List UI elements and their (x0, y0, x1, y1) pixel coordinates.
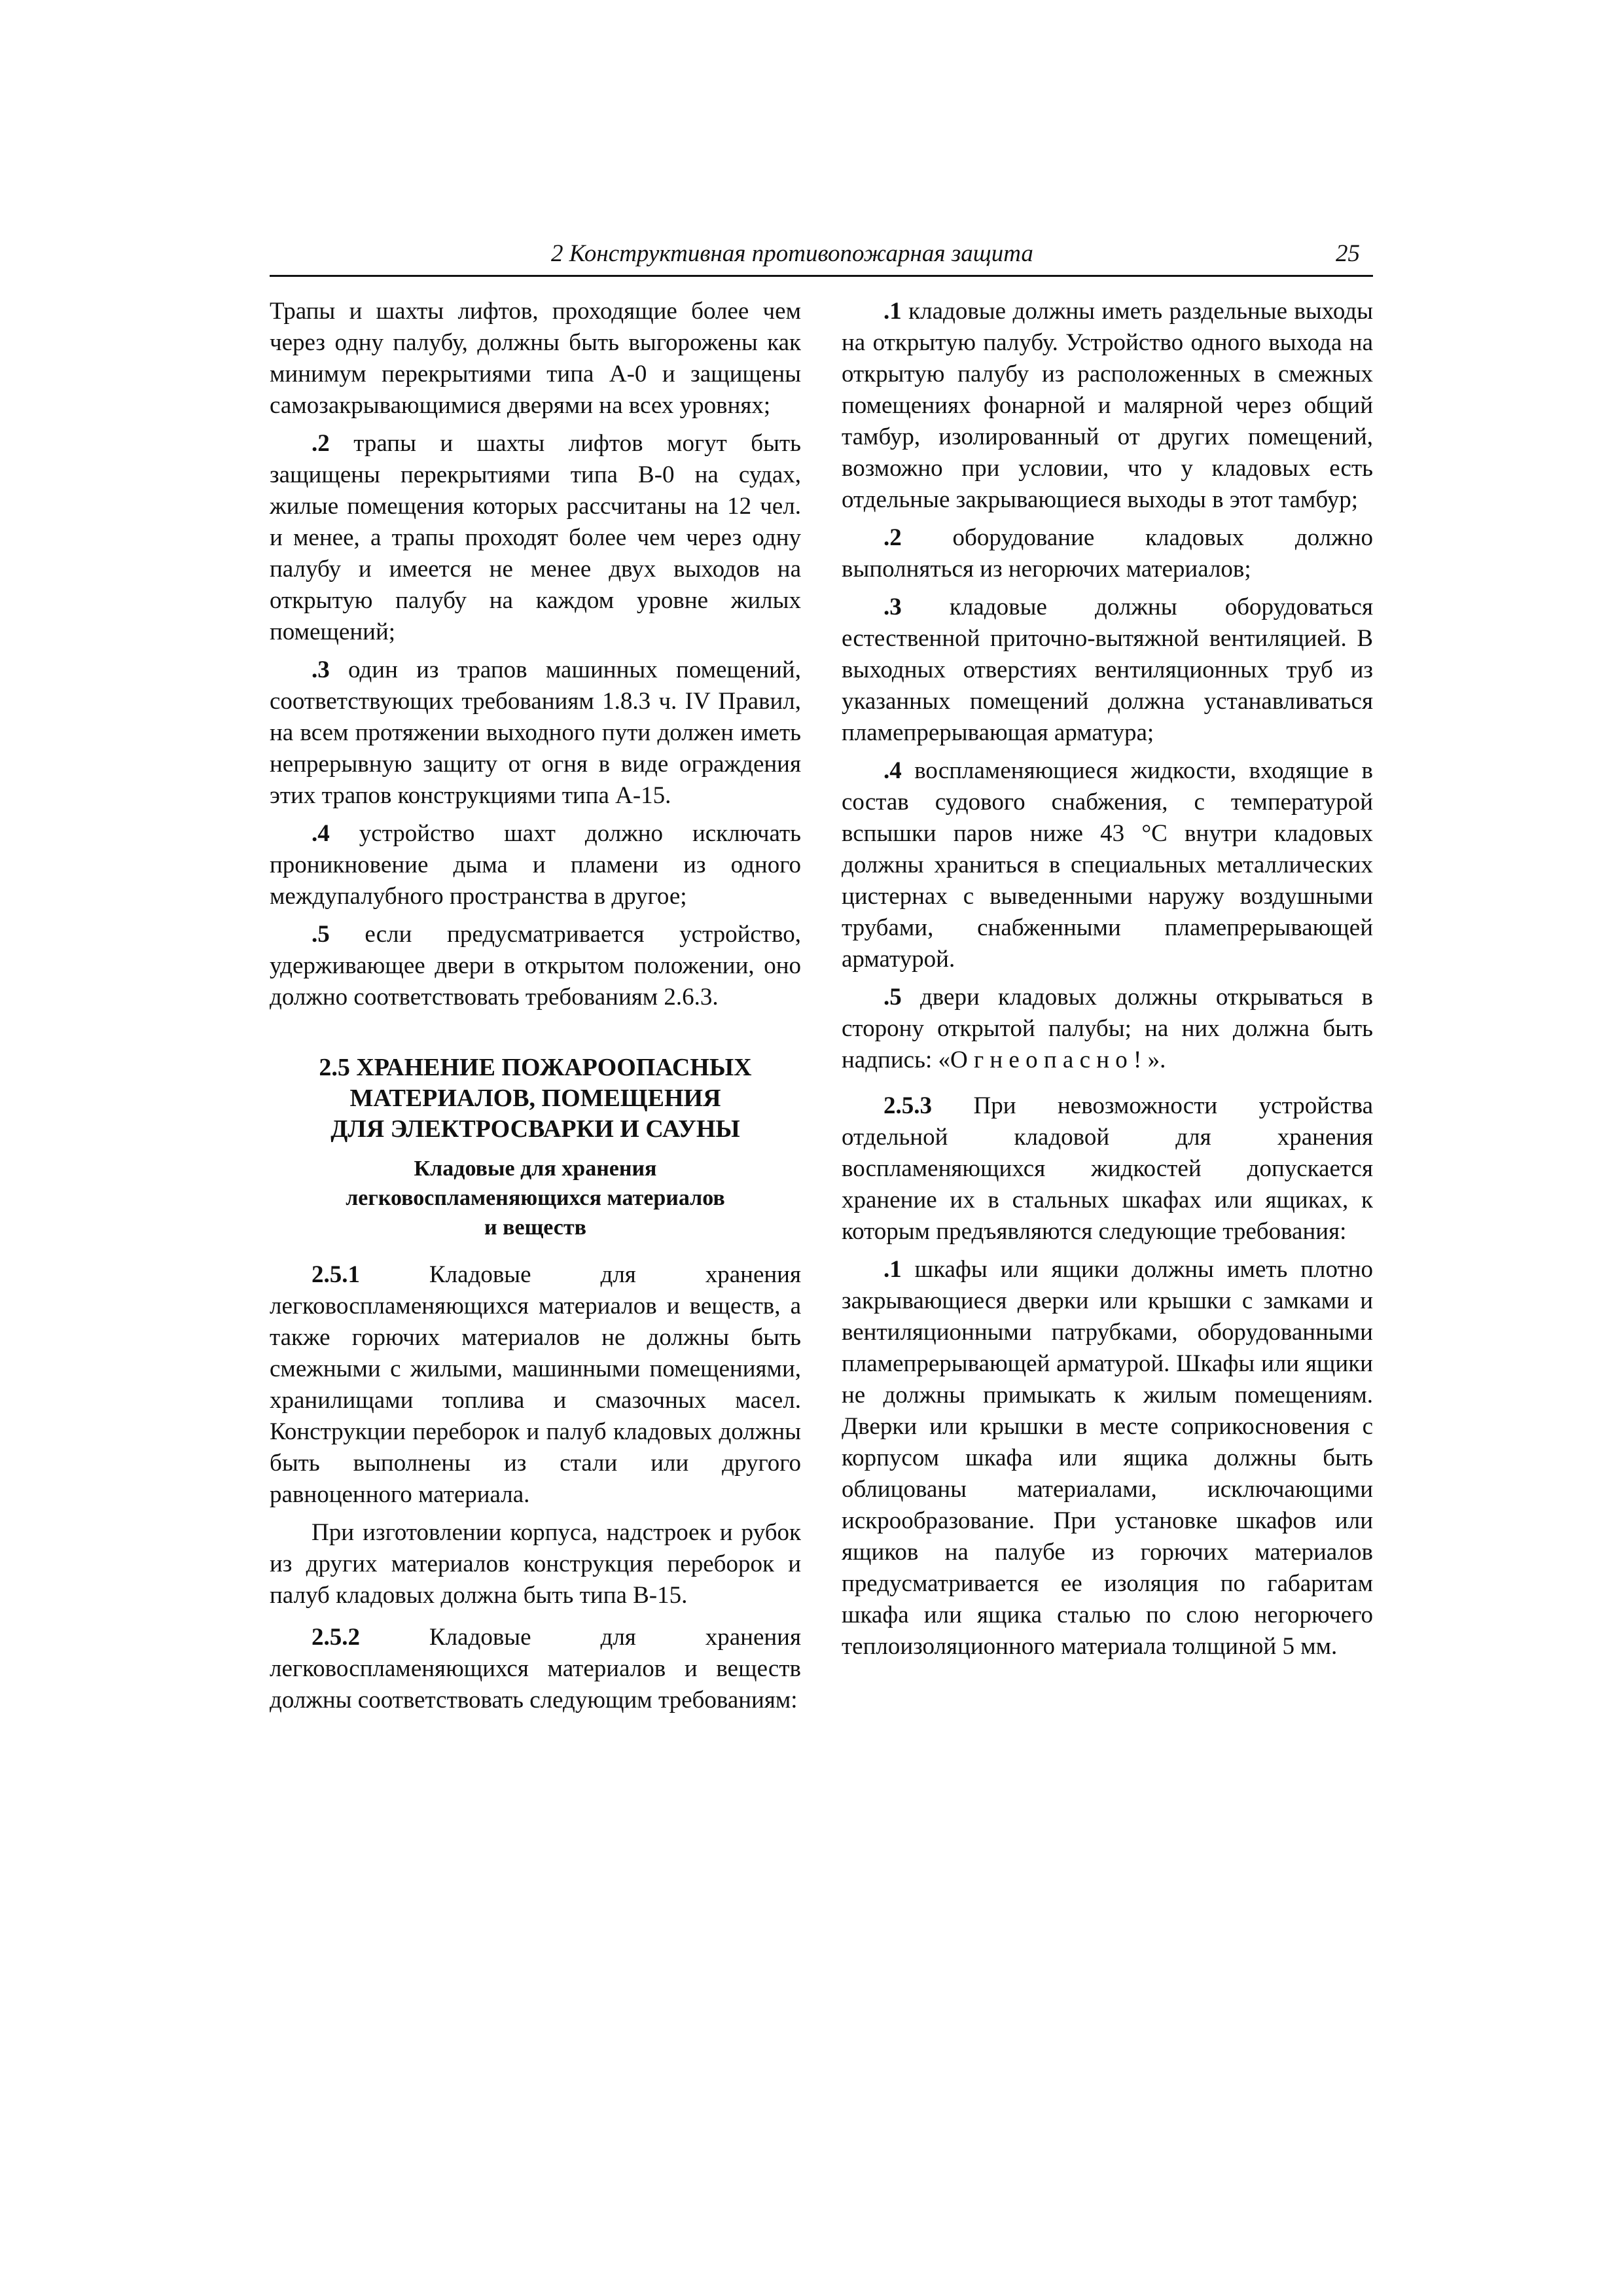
paragraph: .3 кладовые должны оборудоваться естественной приточно-вытяжной вентиляцией. В выходных отверстиях вентиляционных труб из указанных помещений должна устанавливаться пламепрерывающая арматура; (842, 594, 1373, 746)
item-number: .5 (883, 984, 902, 1011)
item-number: .3 (312, 656, 330, 683)
paragraph: .3 один из трапов машинных помещений, соответствующих требованиям 1.8.3 ч. IV Правил, на всем протяжении выходного пути должен иметь непрерывную защиту от огня в виде ограждения этих трапов конструкциями типа А-15. (270, 656, 801, 809)
item-number: .5 (312, 921, 330, 948)
sub-heading: Кладовые для хранения легковоспламеняющихся материалов и веществ (346, 1157, 725, 1240)
item-number: .4 (312, 820, 330, 847)
running-header (270, 237, 1373, 277)
paragraph: .2 трапы и шахты лифтов могут быть защищены перекрытиями типа В-0 на судах, жилые помещения которых рассчитаны на 12 чел. и менее, а трапы проходят более чем через одну палубу и имеется не менее двух выходов на открытую палубу на каждом уровне жилых помещений; (270, 430, 801, 645)
paragraph: 2.5.2 Кладовые для хранения легковоспламеняющихся материалов и веществ должны соответствовать следующим требованиям: (270, 1624, 801, 1713)
paragraph: .4 устройство шахт должно исключать проникновение дыма и пламени из одного междупалубного пространства в другое; (270, 820, 801, 910)
paragraph: .2 оборудование кладовых должно выполняться из негорючих материалов; (842, 524, 1373, 583)
page-number: 25 (1336, 240, 1360, 267)
paragraph: 2.5.3 При невозможности устройства отдельной кладовой для хранения воспламеняющихся жидкостей допускается хранение их в стальных шкафах или ящиках, к которым предъявляются следующие требования: (842, 1092, 1373, 1245)
item-number: .1 (883, 1256, 902, 1283)
item-number: .3 (883, 594, 902, 620)
paragraph: .1 кладовые должны иметь раздельные выходы на открытую палубу. Устройство одного выхода на открытую палубу из расположенных в смежных помещениях фонарной и малярной через общий тамбур, изолированный от других помещений, возможно при условии, что у кладовых есть отдельные закрывающиеся выходы в этот тамбур; (842, 298, 1373, 513)
paragraph: 2.5.1 Кладовые для хранения легковоспламеняющихся материалов и веществ, а также горючих материалов не должны быть смежными с жилыми, машинными помещениями, хранилищами топлива и смазочных масел. Конструкции переборок и палуб кладовых должны быть выполнены из стали или другого равноценного материала. (270, 1261, 801, 1508)
paragraph: При изготовлении корпуса, надстроек и рубок из других материалов конструкция переборок и палуб кладовых должна быть типа В-15. (270, 1519, 801, 1609)
clause-number: 2.5.3 (883, 1092, 932, 1119)
right-column (842, 296, 1373, 1669)
clause-number: 2.5.2 (312, 1624, 360, 1651)
clause-number: 2.5.1 (312, 1261, 360, 1288)
left-column (270, 296, 801, 1723)
section-heading: 2.5 ХРАНЕНИЕ ПОЖАРООПАСНЫХ МАТЕРИАЛОВ, ПОМЕЩЕНИЯ ДЛЯ ЭЛЕКТРОСВАРКИ И САУНЫ (319, 1054, 752, 1143)
item-number: .4 (883, 757, 902, 784)
item-number: .2 (312, 430, 330, 457)
item-number: .2 (883, 524, 902, 551)
paragraph: .5 двери кладовых должны открываться в сторону открытой палубы; на них должна быть надпись: «О г н е о п а с н о ! ». (842, 984, 1373, 1073)
paragraph: Трапы и шахты лифтов, проходящие более чем через одну палубу, должны быть выгорожены как минимум перекрытиями типа А-0 и защищены самозакрывающимися дверями на всех уровнях; (270, 298, 801, 419)
item-number: .1 (883, 298, 902, 325)
paragraph: .5 если предусматривается устройство, удерживающее двери в открытом положении, оно должно соответствовать требованиям 2.6.3. (270, 921, 801, 1011)
header-title: 2 Конструктивная противопожарная защита (551, 240, 1033, 267)
paragraph: .4 воспламеняющиеся жидкости, входящие в состав судового снабжения, с температурой вспышки паров ниже 43 °С внутри кладовых должны храниться в специальных металлических цистернах с выведенными наружу воздушными трубами, снабженными пламепрерывающей арматурой. (842, 757, 1373, 973)
paragraph: .1 шкафы или ящики должны иметь плотно закрывающиеся дверки или крышки с замками и вентиляционными патрубками, оборудованными пламепрерывающей арматурой. Шкафы или ящики не должны примыкать к жилым помещениям. Дверки или крышки в месте соприкосновения с корпусом шкафа или ящика должны быть облицованы материалами, исключающими искрообразование. При установке шкафов или ящиков на палубе из горючих материалов предусматривается ее изоляция по габаритам шкафа или ящика сталью по слою негорючего теплоизоляционного материала толщиной 5 мм. (842, 1256, 1373, 1660)
